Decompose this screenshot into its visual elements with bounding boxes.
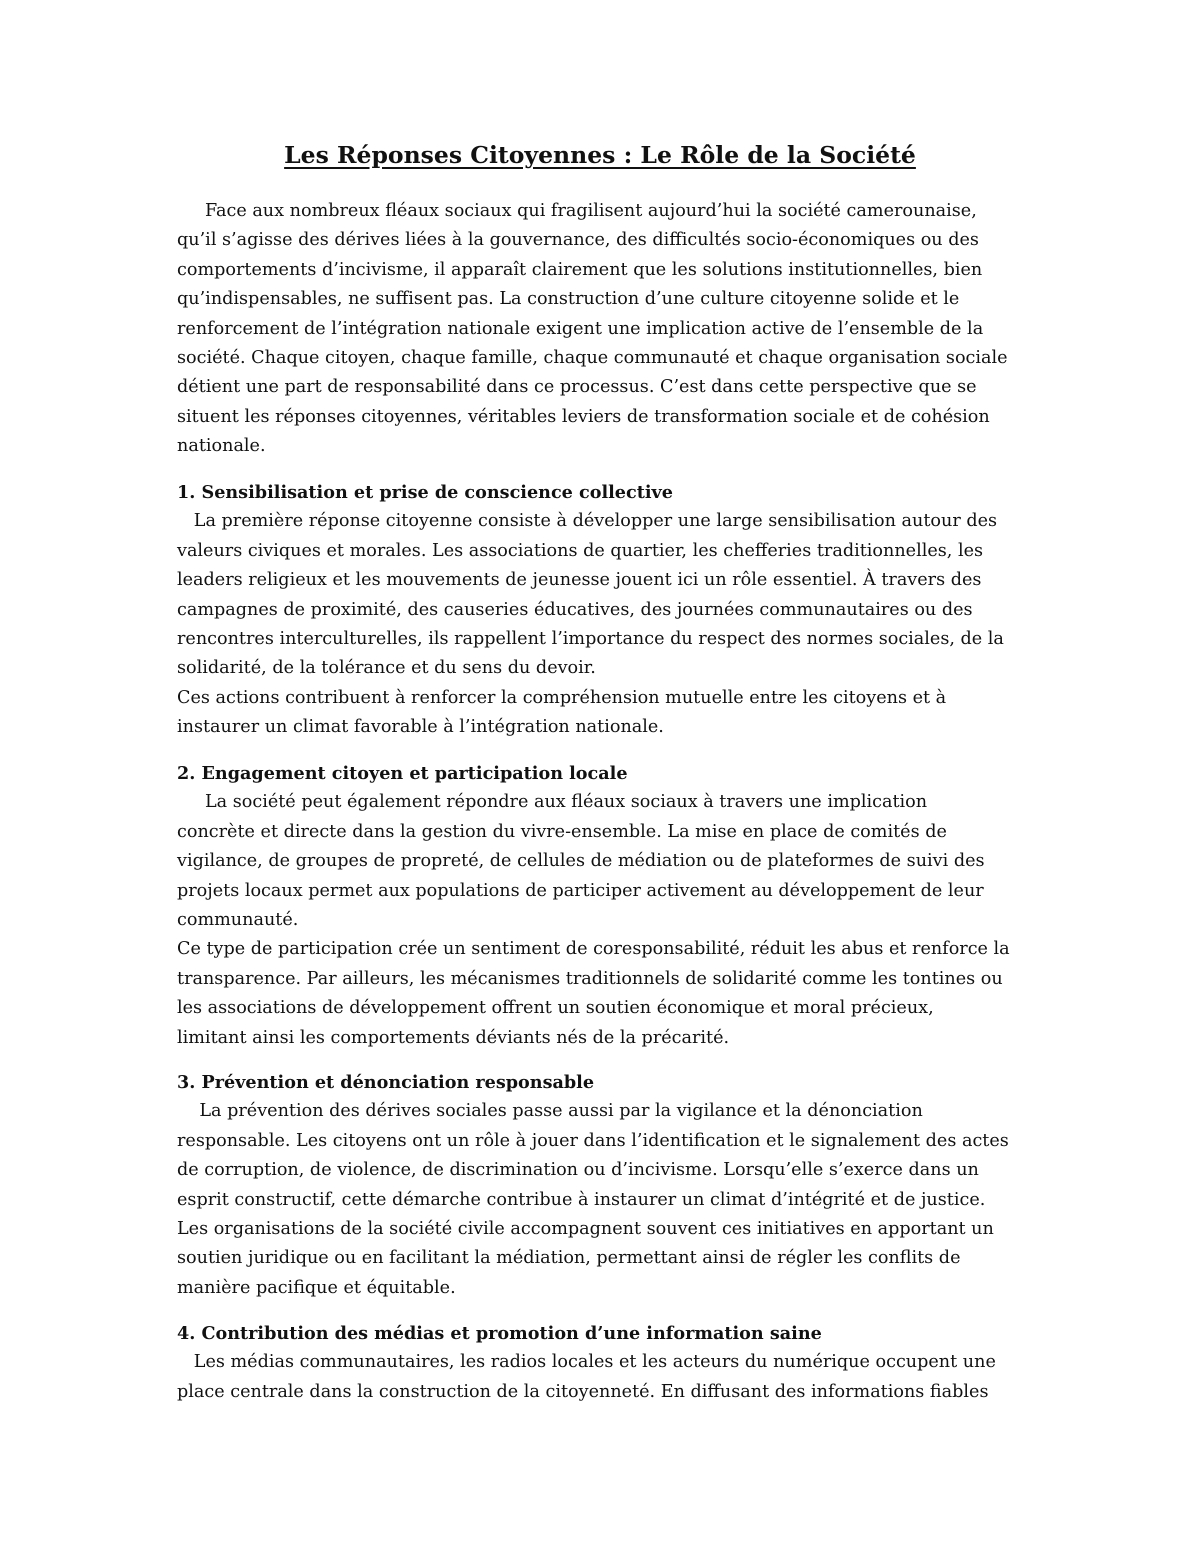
text-line: La première réponse citoyenne consiste à développer une large sensibilisation autour des — [177, 511, 998, 532]
text-line: La société peut également répondre aux fléaux sociaux à travers une implication — [177, 792, 928, 813]
text-line: communauté. — [177, 910, 299, 931]
text-line: projets locaux permet aux populations de participer activement au développement de leur — [177, 880, 984, 901]
text-line: Ce type de participation crée un sentiment de coresponsabilité, réduit les abus et renforce la — [177, 939, 1010, 960]
section-heading: 2. Engagement citoyen et participation locale — [177, 763, 628, 784]
text-line: valeurs civiques et morales. Les associations de quartier, les chefferies traditionnelles, les — [177, 540, 984, 561]
text-line: Face aux nombreux fléaux sociaux qui fragilisent aujourd’hui la société camerounaise, — [177, 201, 977, 221]
text-line: instaurer un climat favorable à l’intégration nationale. — [177, 717, 664, 738]
text-line: qu’indispensables, ne suffisent pas. La construction d’une culture citoyenne solide et le — [177, 289, 960, 310]
section-heading: 1. Sensibilisation et prise de conscience collective — [177, 482, 673, 503]
text-line: La prévention des dérives sociales passe aussi par la vigilance et la dénonciation — [177, 1101, 923, 1122]
text-line: Les organisations de la société civile accompagnent souvent ces initiatives en apportant un — [177, 1219, 994, 1240]
text-line: solidarité, de la tolérance et du sens du devoir. — [177, 658, 596, 679]
section-1 — [177, 478, 1037, 743]
text-line: les associations de développement offrent un soutien économique et moral précieux, — [177, 998, 934, 1019]
text-line: limitant ainsi les comportements déviants nés de la précarité. — [177, 1027, 730, 1048]
text-line: de corruption, de violence, de discrimination ou d’incivisme. Lorsqu’elle s’exerce dans un — [177, 1160, 979, 1181]
text-line: leaders religieux et les mouvements de jeunesse jouent ici un rôle essentiel. À travers des — [177, 570, 982, 591]
text-line: manière pacifique et équitable. — [177, 1277, 456, 1298]
section-2 — [177, 759, 1037, 1053]
text-line: situent les réponses citoyennes, véritables leviers de transformation sociale et de cohésion — [177, 406, 990, 427]
page-title: Les Réponses Citoyennes : Le Rôle de la Société — [284, 141, 916, 169]
text-line: nationale. — [177, 436, 266, 457]
text-line: soutien juridique ou en facilitant la médiation, permettant ainsi de régler les conflits de — [177, 1248, 961, 1269]
text-line: campagnes de proximité, des causeries éducatives, des journées communautaires ou des — [177, 599, 973, 620]
text-line: comportements d’incivisme, il apparaît clairement que les solutions institutionnelles, bien — [177, 259, 983, 280]
section-heading: 3. Prévention et dénonciation responsable — [177, 1072, 595, 1093]
section-4 — [177, 1319, 1037, 1407]
intro-paragraph — [177, 197, 1037, 462]
text-line: Ces actions contribuent à renforcer la compréhension mutuelle entre les citoyens et à — [177, 687, 947, 708]
text-line: esprit constructif, cette démarche contribue à instaurer un climat d’intégrité et de justice. — [177, 1189, 986, 1210]
text-line: place centrale dans la construction de la citoyenneté. En diffusant des informations fiables — [177, 1381, 989, 1402]
text-line: Les médias communautaires, les radios locales et les acteurs du numérique occupent une — [177, 1352, 996, 1373]
section-heading: 4. Contribution des médias et promotion d’une information saine — [177, 1323, 822, 1344]
text-line: responsable. Les citoyens ont un rôle à jouer dans l’identification et le signalement des actes — [177, 1130, 1009, 1151]
text-line: renforcement de l’intégration nationale exigent une implication active de l’ensemble de la — [177, 318, 984, 339]
text-line: concrète et directe dans la gestion du vivre-ensemble. La mise en place de comités de — [177, 821, 947, 842]
text-line: détient une part de responsabilité dans ce processus. C’est dans cette perspective que se — [177, 377, 977, 398]
section-3 — [177, 1068, 1037, 1303]
text-line: transparence. Par ailleurs, les mécanismes traditionnels de solidarité comme les tontines ou — [177, 968, 1003, 989]
text-line: rencontres interculturelles, ils rappellent l’importance du respect des normes sociales, de la — [177, 629, 1004, 650]
text-line: qu’il s’agisse des dérives liées à la gouvernance, des difficultés socio-économiques ou des — [177, 230, 979, 251]
text-line: vigilance, de groupes de propreté, de cellules de médiation ou de plateformes de suivi des — [177, 851, 985, 872]
text-line: société. Chaque citoyen, chaque famille, chaque communauté et chaque organisation sociale — [177, 348, 1008, 369]
